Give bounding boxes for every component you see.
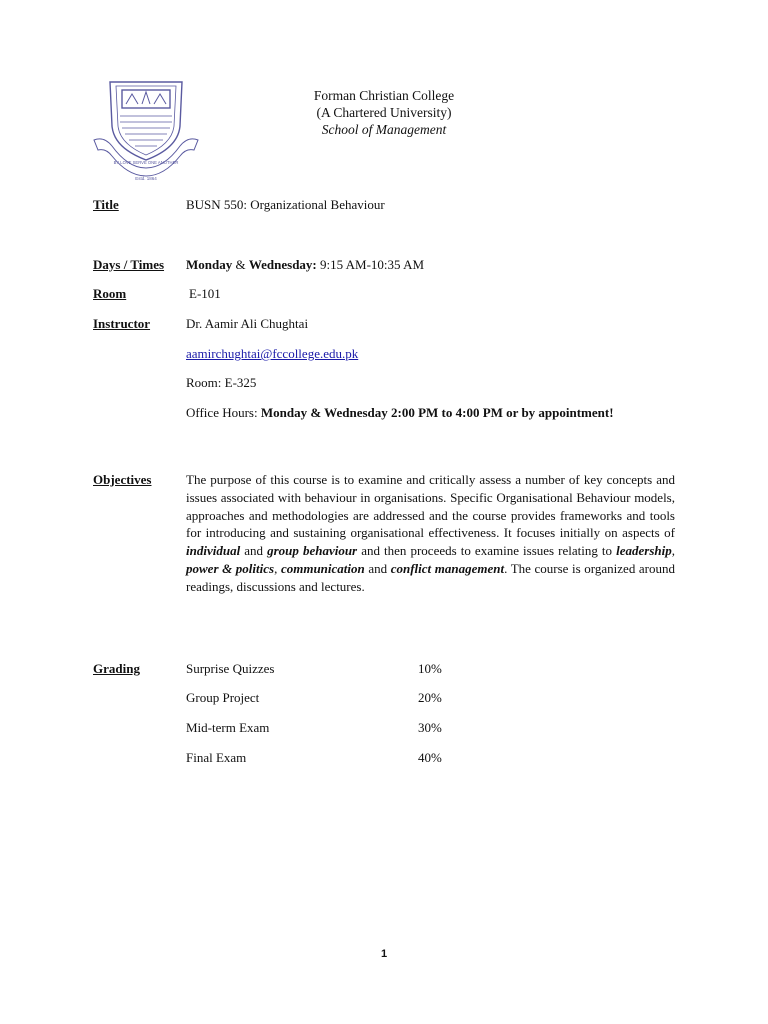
objectives-text-part: . The course is organized around readings, discussions and lectures. (186, 560, 676, 594)
grading-item-percent: 40% (418, 750, 442, 765)
instructor-name: Dr. Aamir Ali Chughtai (186, 316, 309, 331)
title-label: Title (93, 197, 119, 212)
objectives-label: Objectives (93, 472, 152, 487)
grading-label: Grading (93, 661, 140, 676)
instructor-email-link[interactable]: aamirchughtai@fccollege.edu.pk (186, 346, 359, 361)
objectives-text-part: and (240, 543, 268, 559)
objectives-emphasis: group behaviour (267, 543, 358, 559)
objectives-text-part: , (671, 543, 675, 559)
charter-line: (A Chartered University) (316, 105, 452, 120)
objectives-emphasis: leadership (616, 543, 672, 559)
objectives-emphasis: power & politics (186, 560, 275, 576)
objectives-text-part: and then proceeds to examine issues relating to (357, 543, 617, 559)
objectives-emphasis: individual (186, 543, 241, 559)
grading-item-percent: 30% (418, 720, 442, 735)
college-name: Forman Christian College (313, 88, 455, 103)
days-times-label: Days / Times (93, 257, 165, 272)
days-times-value (186, 257, 424, 273)
document-header (234, 87, 534, 138)
grading-item-name: Mid-term Exam (186, 720, 270, 735)
instructor-label: Instructor (93, 316, 151, 331)
office-hours (186, 405, 614, 421)
day-monday: Monday (186, 257, 233, 272)
grading-item-name: Surprise Quizzes (186, 661, 275, 676)
page-number: 1 (380, 948, 388, 960)
office-hours-label: Office Hours: (186, 405, 258, 420)
grading-item-percent: 10% (418, 661, 442, 676)
school-name: School of Management (321, 122, 447, 137)
class-time: 9:15 AM-10:35 AM (320, 257, 425, 272)
room-label: Room (93, 286, 127, 301)
instructor-room: Room: E-325 (186, 375, 257, 390)
objectives-text-part: , (274, 560, 281, 576)
objectives-text (186, 471, 675, 596)
crest-motto: BY LOVE SERVE ONE ANOTHER (113, 160, 179, 165)
objectives-text-part: and (364, 560, 391, 576)
crest-established: Estd. 1864 (135, 176, 157, 181)
objectives-emphasis: communication (280, 560, 365, 576)
days-ampersand: & (235, 257, 246, 272)
room-value: E-101 (189, 286, 221, 301)
objectives-emphasis: conflict management (390, 560, 505, 576)
office-hours-value: Monday & Wednesday 2:00 PM to 4:00 PM or by appointment! (260, 405, 614, 420)
grading-item-percent: 20% (418, 690, 442, 705)
objectives-text-part: The purpose of this course is to examine and critically assess a number of key concepts and issues associated with behaviour in organisations. Specific Organisational Behaviour models, approaches and methodologies are addressed and the course provides frameworks and tools for introducing and sustaining organisational effectiveness. It focuses initially on aspects of (186, 472, 675, 541)
grading-item-name: Final Exam (186, 750, 247, 765)
day-wednesday: Wednesday: (248, 257, 317, 272)
course-title: BUSN 550: Organizational Behaviour (186, 197, 385, 212)
grading-item-name: Group Project (186, 690, 260, 705)
college-crest-logo (92, 76, 200, 182)
